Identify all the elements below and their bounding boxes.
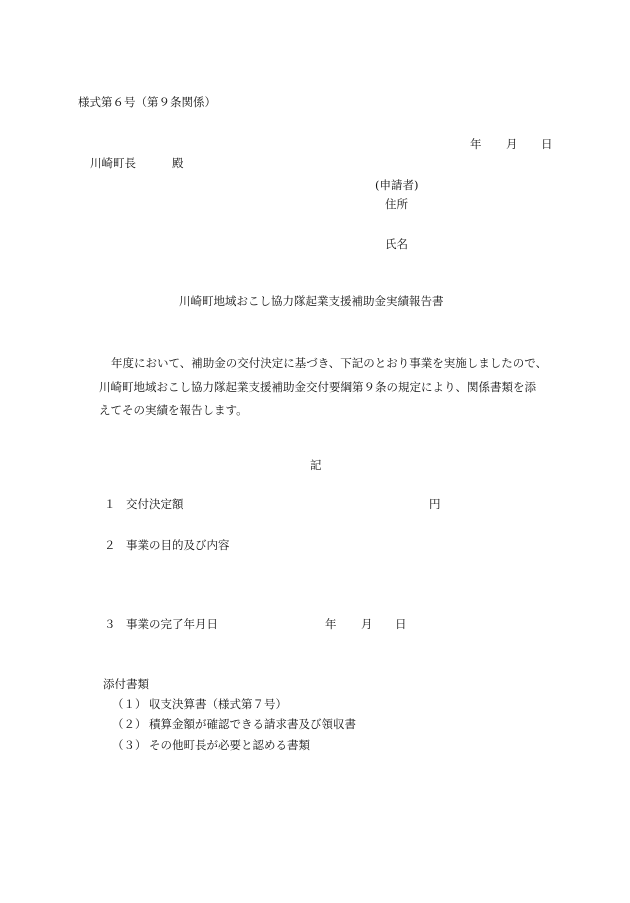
body-paragraph [99, 352, 559, 423]
attachment-number: （２） [112, 717, 147, 731]
body-line: 川崎町地域おこし協力隊起業支援補助金交付要綱第９条の規定により、関係書類を添 [99, 379, 536, 394]
attachment-text: 収支決算書（様式第７号） [149, 697, 287, 711]
addressee-honorific: 殿 [172, 156, 184, 170]
addressee-name: 川崎町長 [90, 156, 136, 170]
item1-label: 交付決定額 [126, 497, 184, 511]
date-month-label: 月 [506, 137, 518, 151]
item1-number: １ [104, 497, 116, 511]
attachments-heading: 添付書類 [103, 677, 149, 691]
attachment-number: （３） [112, 738, 147, 752]
item3-year-label: 年 [325, 617, 337, 631]
applicant-name-label: 氏名 [385, 237, 408, 251]
date-day-label: 日 [541, 137, 553, 151]
item2-number: ２ [104, 538, 116, 552]
applicant-address-label: 住所 [385, 197, 408, 211]
item1-unit: 円 [429, 497, 441, 511]
body-line: えてその実績を報告します。 [99, 403, 248, 417]
item3-number: ３ [104, 617, 116, 631]
item3-day-label: 日 [395, 617, 407, 631]
date-year-label: 年 [470, 137, 482, 151]
item3-month-label: 月 [361, 617, 373, 631]
attachment-number: （１） [112, 697, 147, 711]
body-line: 年度において、補助金の交付決定に基づき、下記のとおり事業を実施しましたので、 [111, 356, 548, 370]
attachment-text: 積算金額が確認できる請求書及び領収書 [149, 717, 356, 731]
document-title: 川崎町地域おこし協力隊起業支援補助金実績報告書 [179, 294, 444, 308]
item2-label: 事業の目的及び内容 [126, 538, 230, 552]
applicant-heading: (申請者) [375, 178, 419, 192]
item3-label: 事業の完了年月日 [126, 617, 218, 631]
ki-heading: 記 [310, 458, 322, 472]
form-label: 様式第６号（第９条関係） [78, 95, 216, 109]
attachment-text: その他町長が必要と認める書類 [149, 738, 310, 752]
